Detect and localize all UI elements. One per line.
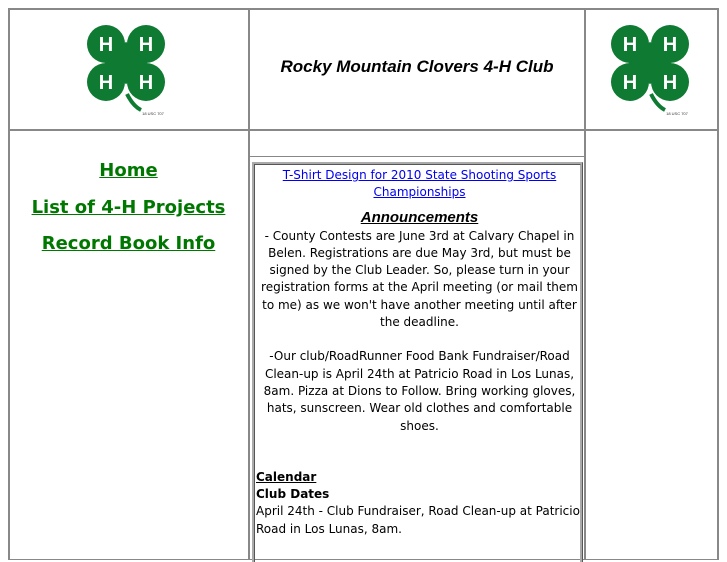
calendar-heading: Calendar <box>256 469 317 484</box>
club-date-item: April 24th - Club Fundraiser, Road Clean-up at Patricio Road in Los Lunas, 8am. <box>256 504 580 536</box>
svg-text:H: H <box>138 34 154 56</box>
nav-link-projects[interactable]: List of 4-H Projects <box>31 197 226 218</box>
club-dates-heading: Club Dates <box>256 487 330 502</box>
svg-text:18 USC 707: 18 USC 707 <box>666 111 688 116</box>
svg-text:18 USC 707: 18 USC 707 <box>142 111 164 116</box>
announcements-heading: Announcements <box>360 208 479 226</box>
announcement-text: - County Contests are June 3rd at Calvary Chapel in Belen. Registrations are due May 3rd, but must be signed by the Club Leader. So, please turn in your registration forms at the April meeting (or mail them to me) as we won't have another meeting until after the deadline. <box>261 228 578 330</box>
right-cell <box>585 130 719 560</box>
svg-text:H: H <box>98 34 114 56</box>
svg-text:H: H <box>662 34 678 56</box>
tshirt-design-link[interactable]: T-Shirt Design for 2010 State Shooting Sports Championships <box>282 168 557 200</box>
nav-cell <box>8 130 249 560</box>
nav-link-home[interactable]: Home <box>99 160 158 181</box>
page-title: Rocky Mountain Clovers 4-H Club <box>280 57 554 76</box>
4h-clover-icon <box>607 24 693 116</box>
announcement-text: -Our club/RoadRunner Food Bank Fundraiser/Road Clean-up is April 24th at Patricio Road in Los Lunas, 8am. Pizza at Dions to Follow. Bring working gloves, hats, sunscreen. Wear old clothes and comfortable shoes. <box>263 349 576 433</box>
svg-text:H: H <box>622 72 638 94</box>
svg-text:H: H <box>98 72 114 94</box>
main-top-spacer <box>249 130 585 157</box>
svg-text:H: H <box>662 72 678 94</box>
nav-link-record-book[interactable]: Record Book Info <box>41 233 216 254</box>
announcements-panel <box>252 162 583 562</box>
svg-text:H: H <box>138 72 154 94</box>
4h-clover-icon <box>83 24 169 116</box>
svg-text:H: H <box>622 34 638 56</box>
